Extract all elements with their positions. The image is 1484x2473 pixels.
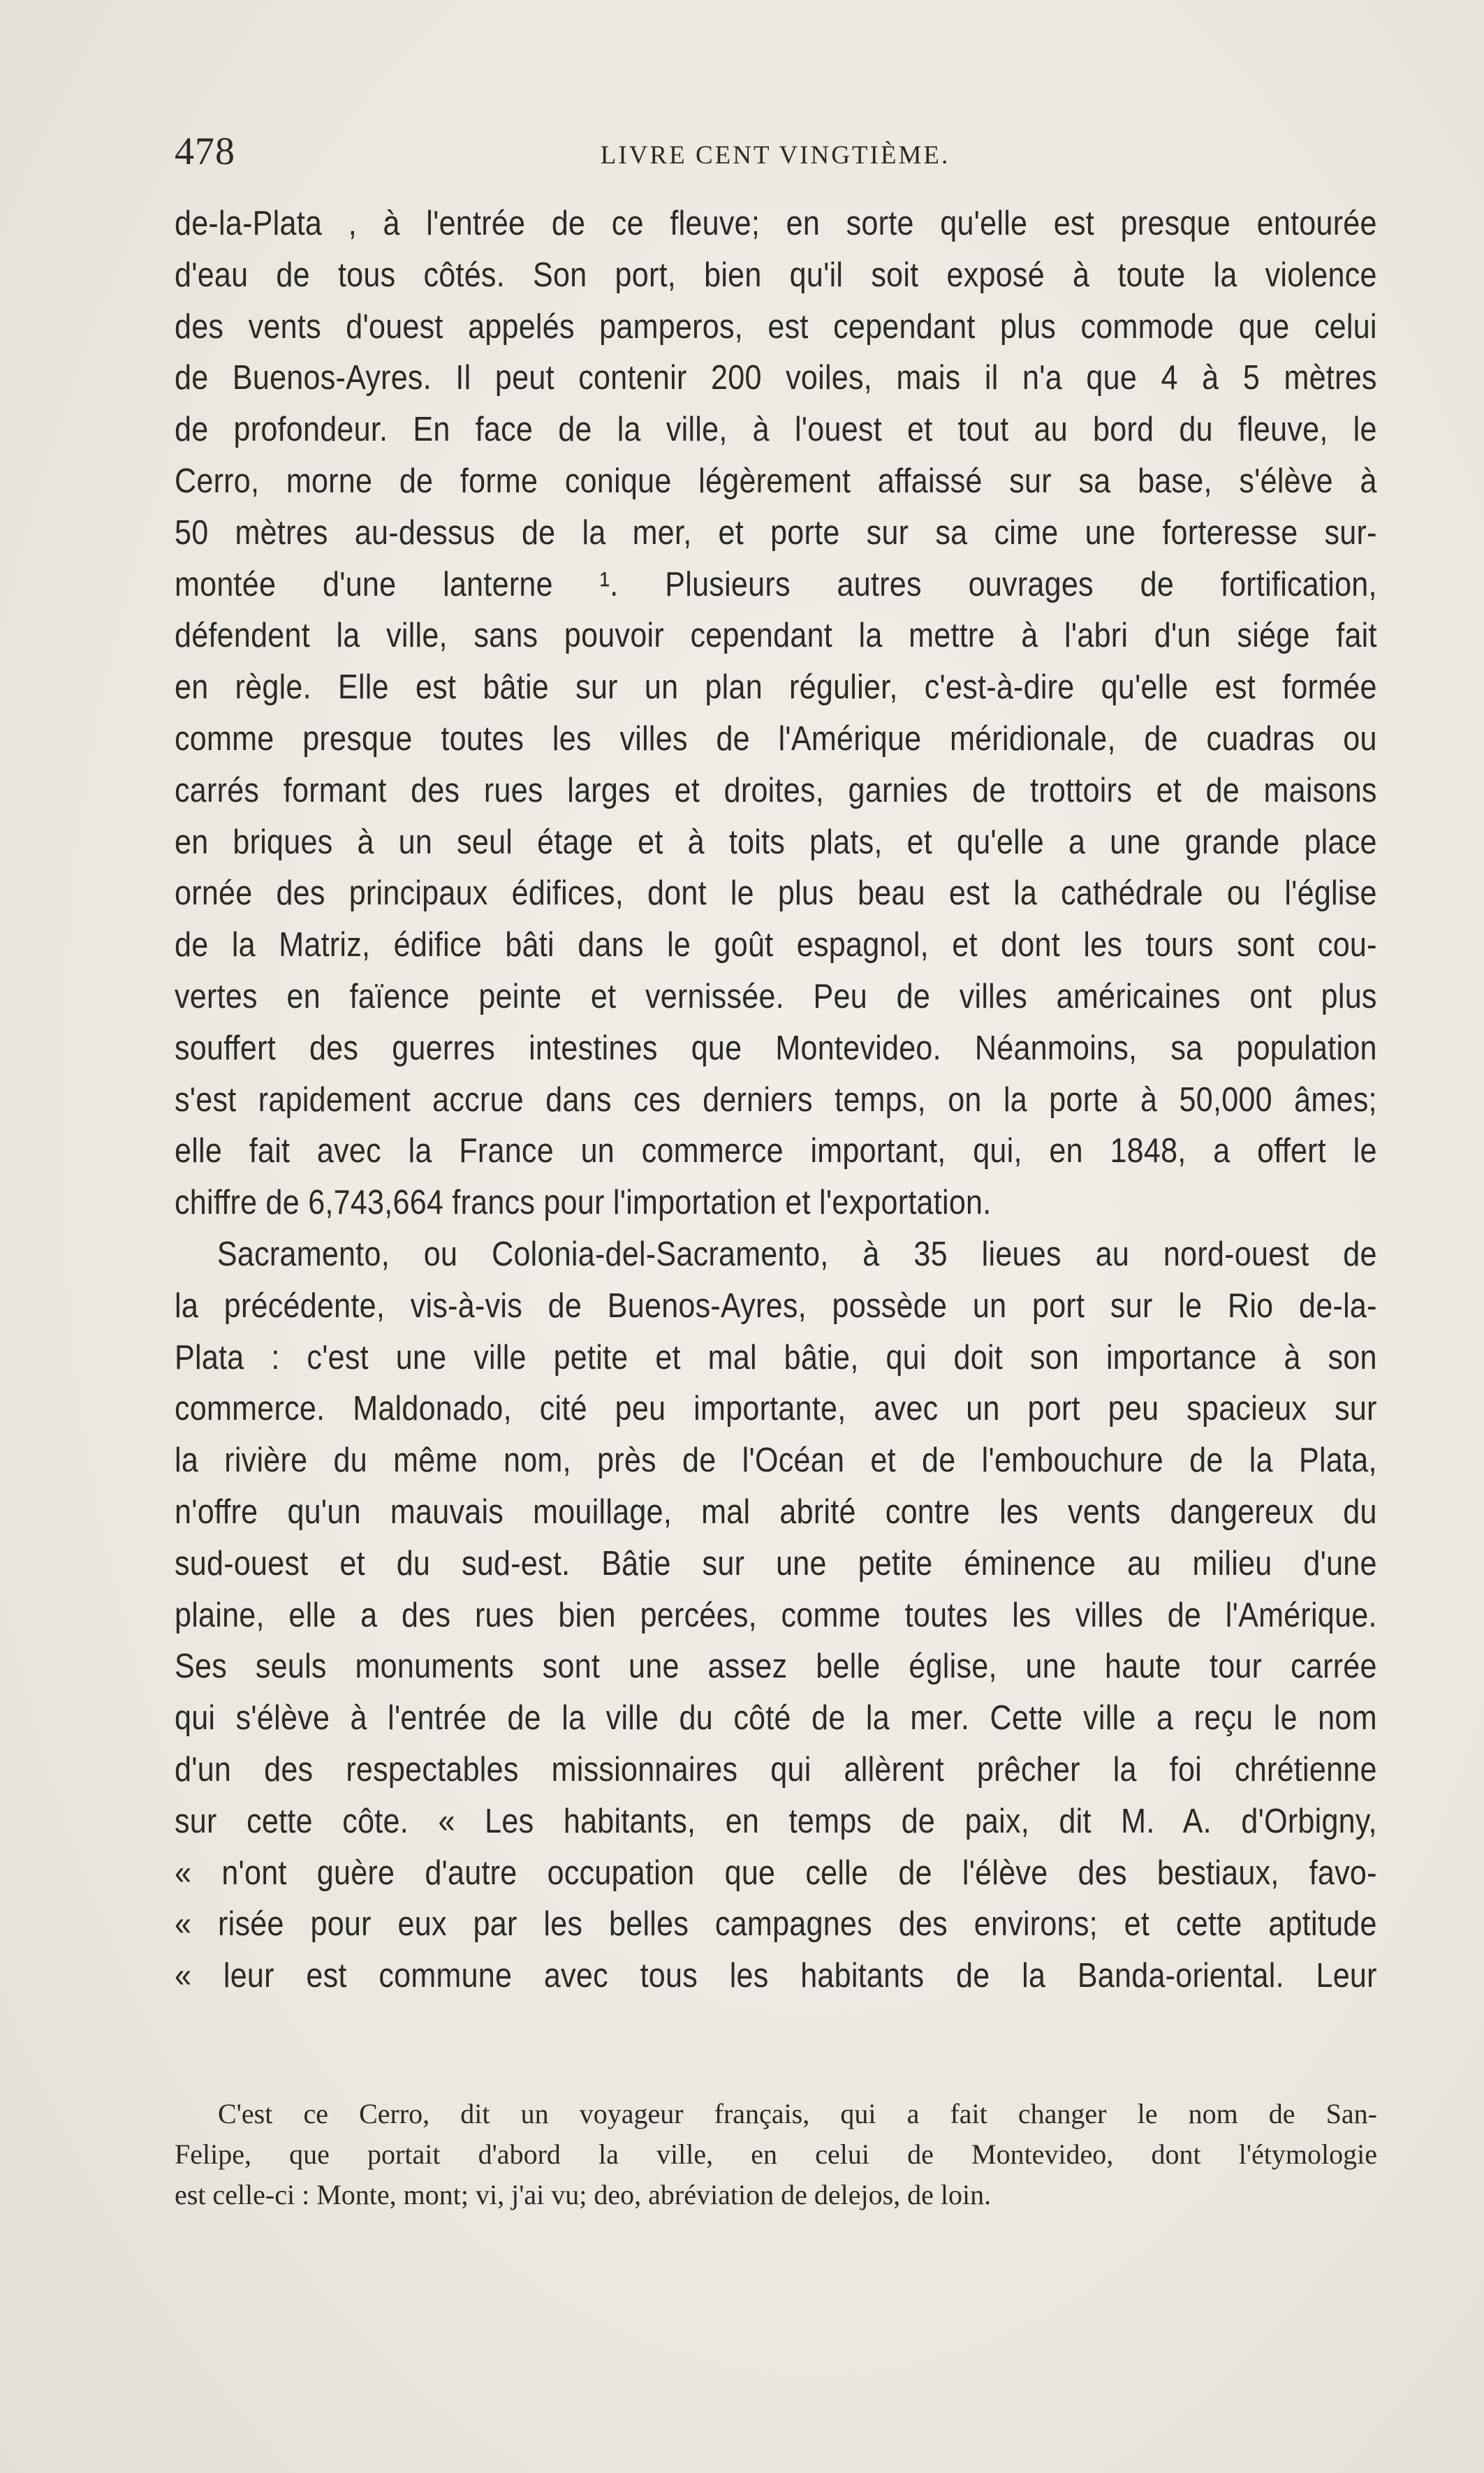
text-line: sur cette côte. « Les habitants, en temps de paix, dit M. A. d'Orbigny,: [175, 1801, 1377, 1840]
text-line: comme presque toutes les villes de l'Amérique méridionale, de cuadras ou: [175, 719, 1377, 758]
text-line: vertes en faïence peinte et vernissée. Peu de villes américaines ont plus: [175, 976, 1377, 1015]
text-line: d'eau de tous côtés. Son port, bien qu'il soit exposé à toute la violence: [175, 255, 1377, 294]
text-line: « leur est commune avec tous les habitants de la Banda-oriental. Leur: [175, 1956, 1377, 1995]
main-text: [175, 198, 1377, 2002]
text-line: des vents d'ouest appelés pamperos, est cependant plus commode que celui: [175, 307, 1377, 346]
text-line: Ses seuls monuments sont une assez belle église, une haute tour carrée: [175, 1647, 1377, 1686]
text-line: défendent la ville, sans pouvoir cependant la mettre à l'abri d'un siége fait: [175, 616, 1377, 655]
running-title: LIVRE CENT VINGTIÈME.: [600, 141, 950, 170]
text-line: s'est rapidement accrue dans ces derniers temps, on la porte à 50,000 âmes;: [175, 1080, 1377, 1119]
text-line: « risée pour eux par les belles campagnes des environs; et cette aptitude: [175, 1905, 1377, 1944]
text-line: souffert des guerres intestines que Montevideo. Néanmoins, sa population: [175, 1028, 1377, 1067]
text-line: elle fait avec la France un commerce important, qui, en 1848, a offert le: [175, 1131, 1377, 1171]
footnote-line: C'est ce Cerro, dit un voyageur français, qui a fait changer le nom de San-: [218, 2098, 1377, 2129]
text-line: commerce. Maldonado, cité peu importante, avec un port peu spacieux sur: [175, 1389, 1377, 1428]
text-line: de profondeur. En face de la ville, à l'ouest et tout au bord du fleuve, le: [175, 410, 1377, 449]
footnote-line: Felipe, que portait d'abord la ville, en celui de Montevideo, dont l'étymologie: [175, 2138, 1377, 2170]
text-line: la rivière du même nom, près de l'Océan et de l'embouchure de la Plata,: [175, 1441, 1377, 1480]
text-line: plaine, elle a des rues bien percées, comme toutes les villes de l'Amérique.: [175, 1595, 1377, 1634]
text-line: qui s'élève à l'entrée de la ville du côté de la mer. Cette ville a reçu le nom: [175, 1698, 1377, 1738]
text-line: carrés formant des rues larges et droites, garnies de trottoirs et de maisons: [175, 770, 1377, 809]
text-line: Sacramento, ou Colonia-del-Sacramento, à 35 lieues au nord-ouest de: [216, 1234, 1377, 1273]
text-line: de Buenos-Ayres. Il peut contenir 200 voiles, mais il n'a que 4 à 5 mètres: [175, 358, 1377, 397]
text-line: en briques à un seul étage et à toits plats, et qu'elle a une grande place: [175, 822, 1377, 861]
text-line: ornée des principaux édifices, dont le plus beau est la cathédrale ou l'église: [175, 874, 1377, 913]
text-line: n'offre qu'un mauvais mouillage, mal abrité contre les vents dangereux du: [175, 1492, 1377, 1531]
text-line: Cerro, morne de forme conique légèrement affaissé sur sa base, s'élève à: [175, 461, 1377, 500]
page-number: 478: [175, 130, 235, 173]
text-line: « n'ont guère d'autre occupation que celle de l'élève des bestiaux, favo-: [175, 1853, 1377, 1892]
text-line: chiffre de 6,743,664 francs pour l'importation et l'exportation.: [175, 1183, 992, 1222]
text-line: sud-ouest et du sud-est. Bâtie sur une petite éminence au milieu d'une: [175, 1543, 1377, 1583]
text-line: Plata : c'est une ville petite et mal bâtie, qui doit son importance à son: [175, 1337, 1377, 1377]
text-line: montée d'une lanterne ¹. Plusieurs autres ouvrages de fortification,: [175, 564, 1377, 603]
text-line: d'un des respectables missionnaires qui allèrent prêcher la foi chrétienne: [175, 1749, 1377, 1789]
page-header: [175, 129, 1376, 185]
footnote-line: est celle-ci : Monte, mont; vi, j'ai vu; deo, abréviation de delejos, de loin.: [175, 2179, 992, 2210]
text-line: en règle. Elle est bâtie sur un plan régulier, c'est-à-dire qu'elle est formée: [175, 668, 1377, 707]
footnote: [175, 2094, 1377, 2215]
text-line: de la Matriz, édifice bâti dans le goût espagnol, et dont les tours sont cou-: [175, 925, 1377, 964]
text-line: de-la-Plata , à l'entrée de ce fleuve; en sorte qu'elle est presque entourée: [175, 204, 1377, 242]
text-line: la précédente, vis-à-vis de Buenos-Ayres, possède un port sur le Rio de-la-: [175, 1286, 1377, 1325]
text-line: 50 mètres au-dessus de la mer, et porte sur sa cime une forteresse sur-: [175, 513, 1377, 552]
